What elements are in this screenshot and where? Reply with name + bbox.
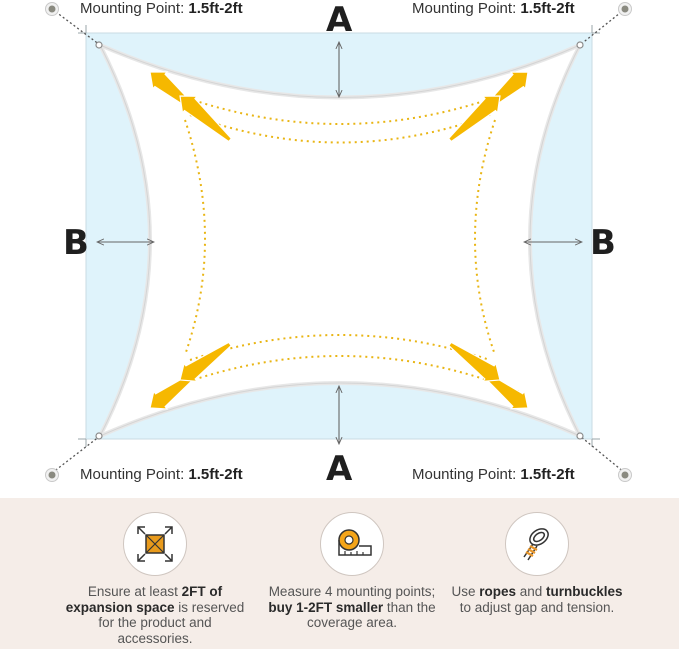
- tip-ropes: [447, 512, 627, 615]
- tip-text-run: 2FT of expansion space: [65, 584, 223, 615]
- side-label-right: B: [590, 223, 616, 263]
- tip-text-run: Use: [451, 584, 480, 599]
- tip-text-run: Measure 4 mounting points;: [268, 584, 436, 599]
- tip-text-run: than the coverage area.: [306, 599, 436, 630]
- tip-text: [65, 584, 245, 646]
- side-label-bottom: A: [326, 449, 353, 489]
- expansion-icon: [123, 512, 187, 576]
- rope-icon: [505, 512, 569, 576]
- mounting-point-label-bottom-right: Mounting Point: 1.5ft-2ft: [412, 466, 575, 483]
- shade-sail: [100, 45, 580, 436]
- tip-text-run: and: [515, 584, 547, 599]
- mounting-point-label-top-left: Mounting Point: 1.5ft-2ft: [80, 0, 243, 17]
- mounting-point-label-top-right: Mounting Point: 1.5ft-2ft: [412, 0, 575, 17]
- tip-measure: [262, 512, 442, 631]
- tip-text-run: buy 1-2FT smaller: [268, 599, 384, 615]
- tip-text: [447, 584, 627, 615]
- installation-tips: [0, 498, 679, 649]
- side-label-top: A: [326, 0, 353, 40]
- tip-text-run: is reserved for the product and accessories.: [98, 599, 245, 646]
- tip-expansion-space: [65, 512, 245, 646]
- mounting-point-label-bottom-left: Mounting Point: 1.5ft-2ft: [80, 466, 243, 483]
- tip-text-run: Ensure at least: [87, 584, 182, 599]
- side-label-left: B: [63, 223, 89, 263]
- tip-text-run: to adjust gap and tension.: [459, 599, 615, 615]
- tape-measure-icon: [320, 512, 384, 576]
- tip-text: [262, 584, 442, 631]
- tip-text-run: ropes: [479, 584, 516, 599]
- tip-text-run: turnbuckles: [546, 584, 623, 599]
